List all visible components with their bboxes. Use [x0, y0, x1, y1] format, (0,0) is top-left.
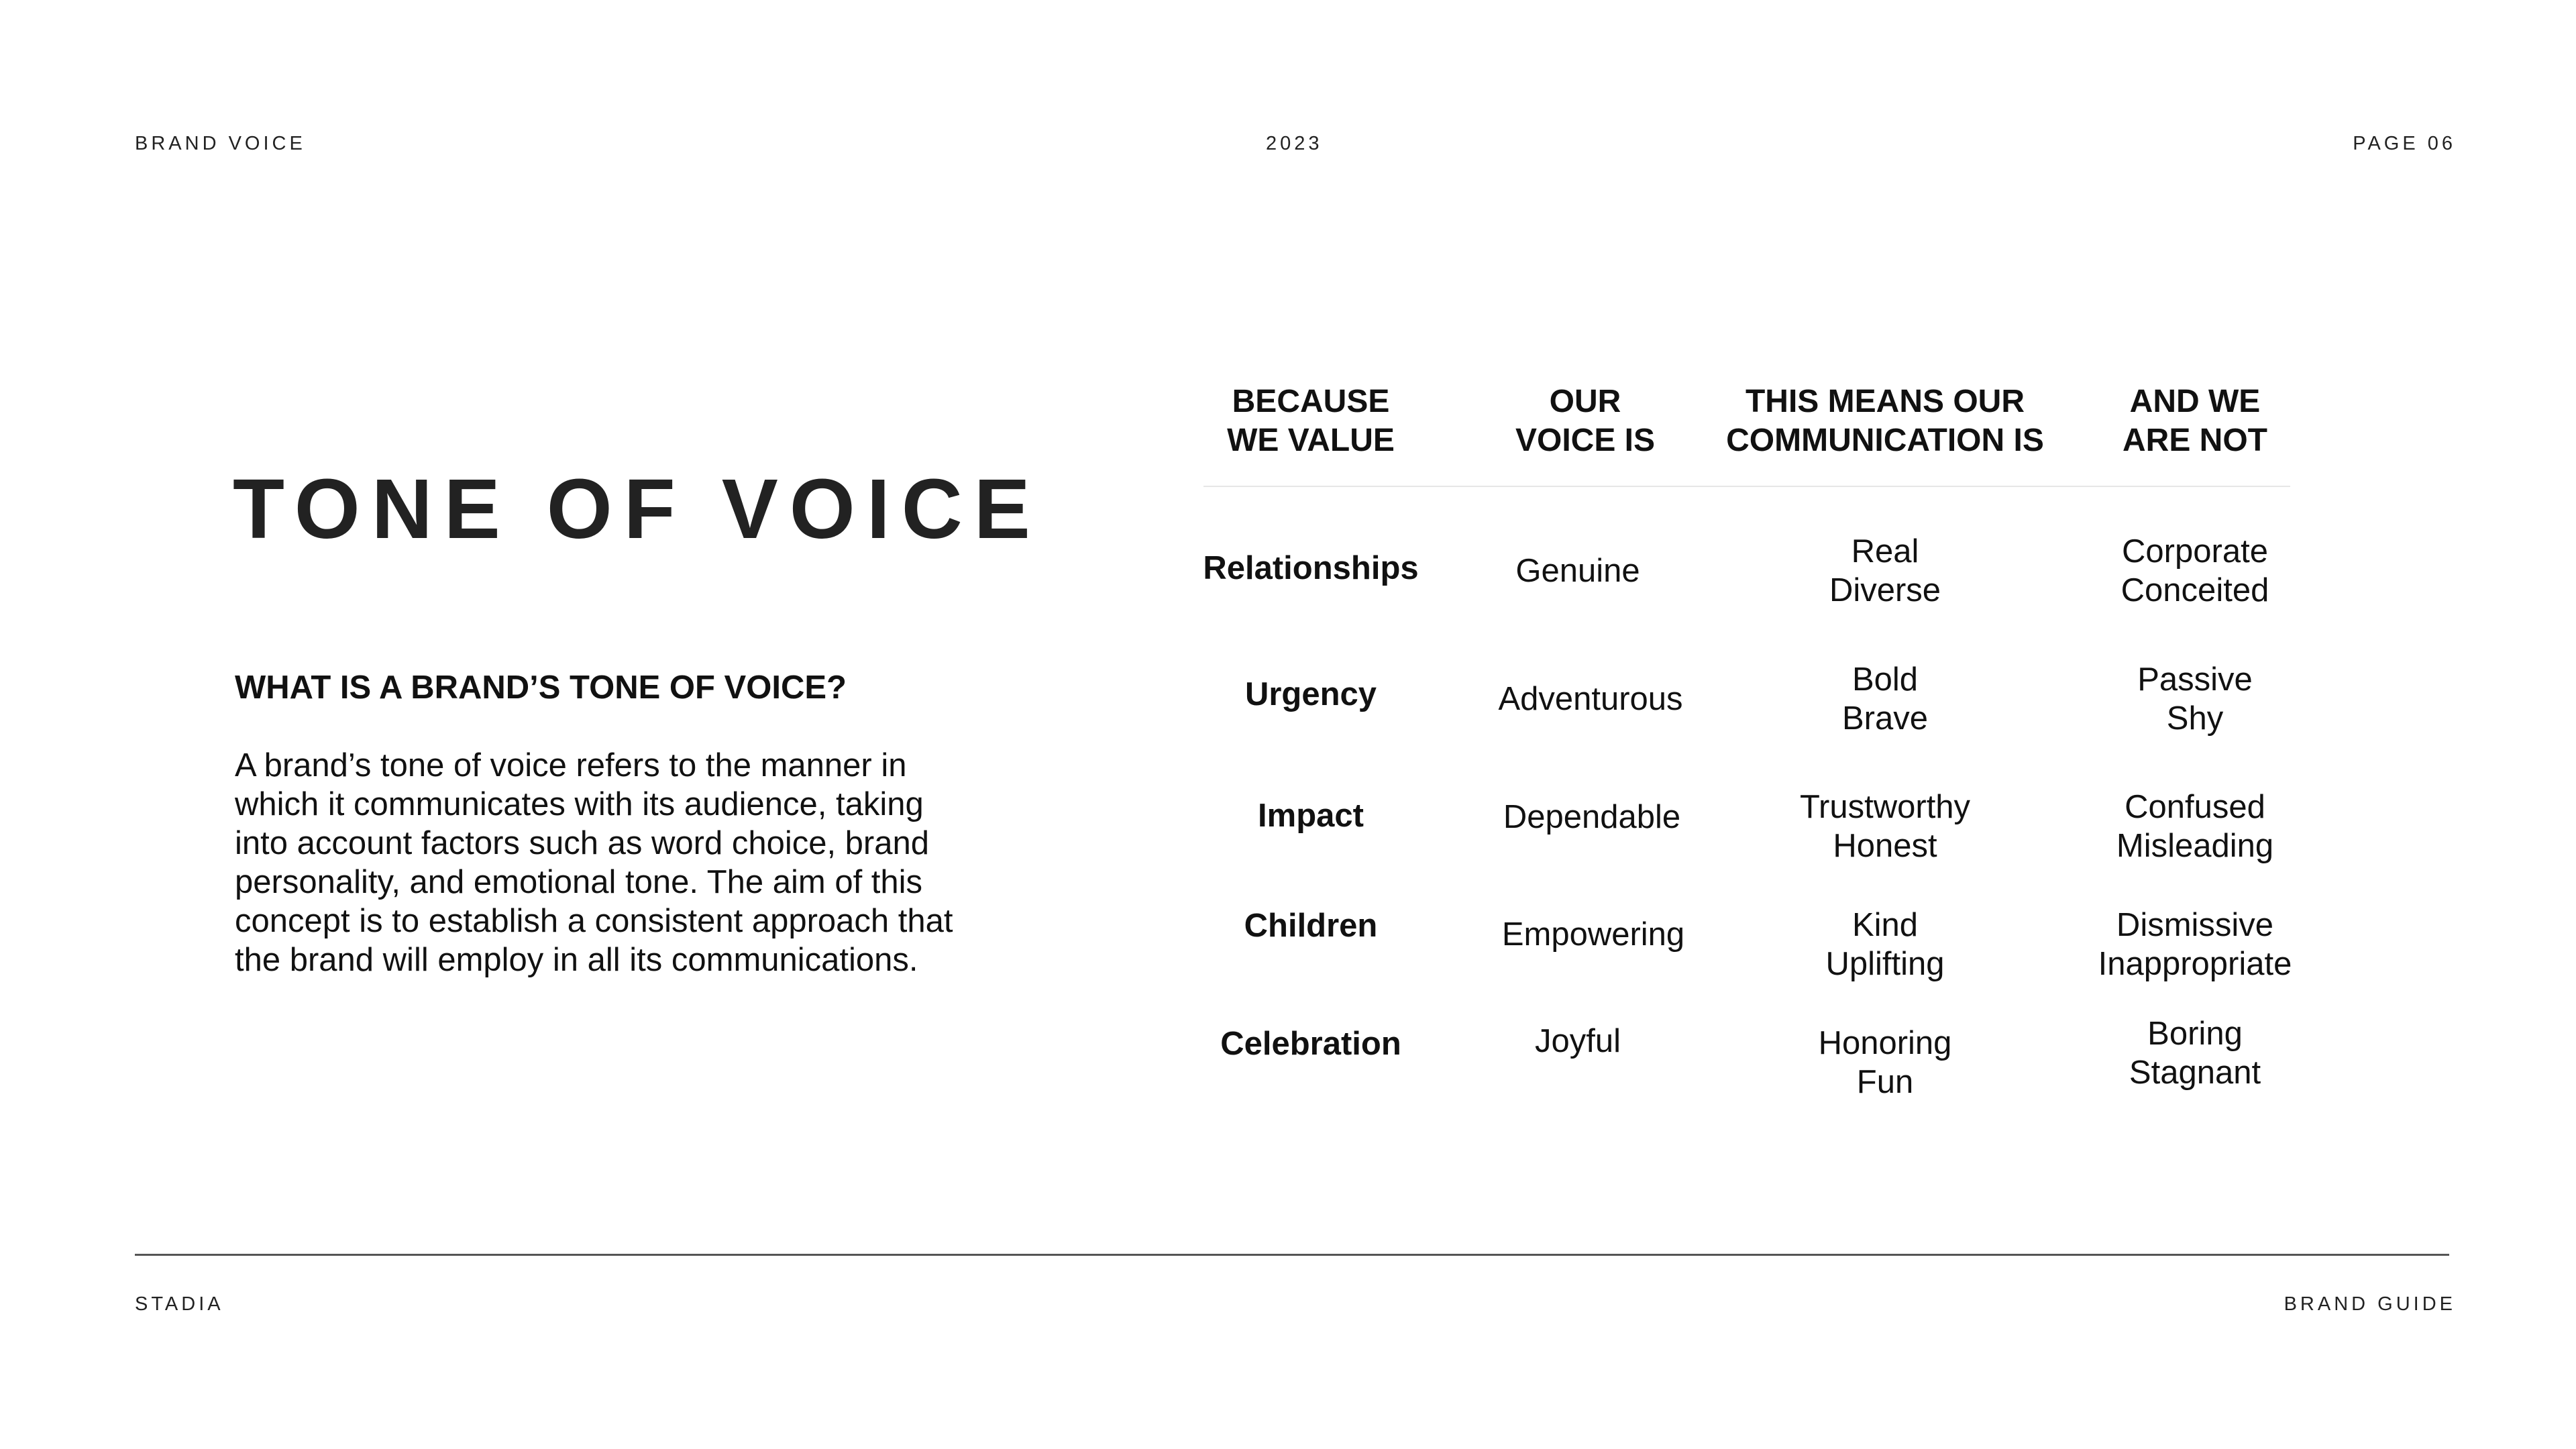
column-header-means: THIS MEANS OUR COMMUNICATION IS [1726, 384, 2044, 458]
footer-divider [135, 1254, 2449, 1256]
header-section-label: BRAND VOICE [135, 133, 306, 154]
cell-means: Bold Brave [1841, 661, 1929, 737]
body-paragraph: A brand’s tone of voice refers to the manner in which it communicates with its audience, taking into account factors such as word choice, brand personality, and emotional tone. The aim of this concept is to establish a consistent approach that the brand will employ in all its communications. [235, 747, 953, 978]
cell-means: Real Diverse [1829, 533, 1941, 608]
header-divider [1203, 486, 2290, 487]
cell-value: Impact [1258, 798, 1364, 834]
page-title: TONE OF VOICE [233, 462, 1042, 556]
cell-voice: Genuine [1515, 553, 1640, 589]
cell-value: Children [1244, 908, 1378, 944]
column-header-values: BECAUSE WE VALUE [1227, 384, 1395, 458]
cell-means: Trustworthy Honest [1799, 789, 1971, 864]
cell-voice: Dependable [1503, 799, 1681, 835]
cell-means: Honoring Fun [1818, 1025, 1952, 1100]
cell-means: Kind Uplifting [1825, 907, 1945, 982]
cell-value: Relationships [1203, 550, 1419, 586]
cell-value: Celebration [1220, 1026, 1401, 1062]
section-subheading: WHAT IS A BRAND’S TONE OF VOICE? [235, 669, 847, 706]
header-page-number: PAGE 06 [2353, 133, 2456, 154]
cell-not: Corporate Conceited [2121, 533, 2269, 608]
cell-voice: Empowering [1501, 916, 1685, 953]
column-header-not: AND WE ARE NOT [2123, 384, 2267, 458]
cell-not: Passive Shy [2137, 661, 2253, 737]
cell-voice: Adventurous [1498, 681, 1683, 717]
column-header-voice: OUR VOICE IS [1515, 384, 1656, 458]
header-year: 2023 [1266, 133, 1323, 154]
cell-not: Boring Stagnant [2129, 1016, 2261, 1091]
cell-value: Urgency [1244, 676, 1377, 712]
cell-not: Dismissive Inappropriate [2098, 907, 2292, 982]
footer-document-name: BRAND GUIDE [2284, 1293, 2456, 1315]
cell-not: Confused Misleading [2116, 789, 2274, 864]
footer-brand-name: STADIA [135, 1293, 224, 1315]
cell-voice: Joyful [1534, 1023, 1621, 1059]
